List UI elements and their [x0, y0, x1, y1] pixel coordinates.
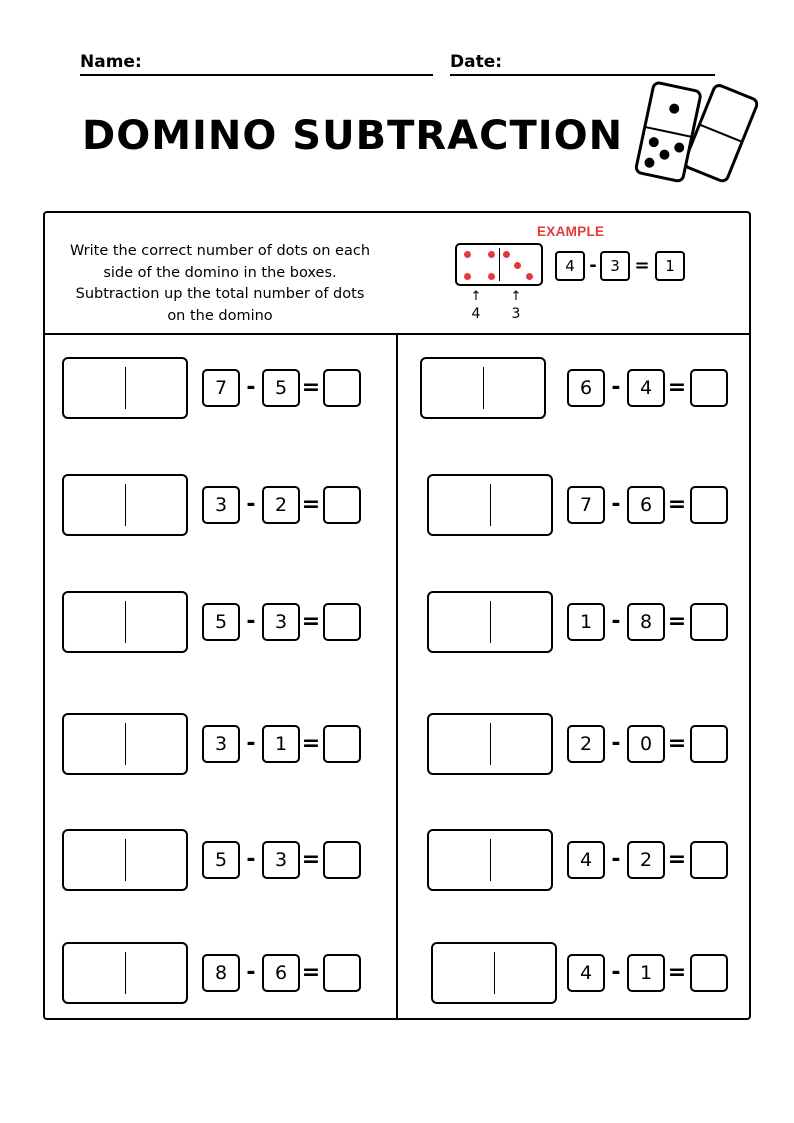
equals-sign: =: [667, 731, 687, 756]
domino-divider: [125, 723, 126, 765]
minus-sign: -: [246, 375, 256, 400]
date-field[interactable]: [450, 74, 715, 76]
instruction-line: side of the domino in the boxes.: [103, 264, 337, 281]
subtrahend-box: 6: [262, 954, 300, 992]
domino-blank[interactable]: [62, 713, 188, 775]
domino-blank[interactable]: [62, 474, 188, 536]
subtrahend-box: 4: [627, 369, 665, 407]
example-dot: [514, 262, 521, 269]
example-minus: -: [589, 255, 597, 276]
minuend-box: 7: [202, 369, 240, 407]
minuend-box: 2: [567, 725, 605, 763]
equals-sign: =: [667, 960, 687, 985]
subtrahend-box: 3: [262, 603, 300, 641]
answer-box[interactable]: [323, 486, 361, 524]
example-left-count: 4: [471, 306, 481, 322]
answer-box[interactable]: [323, 954, 361, 992]
domino-blank[interactable]: [427, 829, 553, 891]
minus-sign: -: [611, 492, 621, 517]
domino-divider: [494, 952, 495, 994]
example-right-box: 3: [600, 251, 630, 281]
minus-sign: -: [246, 609, 256, 634]
answer-box[interactable]: [690, 954, 728, 992]
domino-divider: [125, 367, 126, 409]
equals-sign: =: [301, 375, 321, 400]
answer-box[interactable]: [690, 369, 728, 407]
minuend-box: 3: [202, 486, 240, 524]
answer-box[interactable]: [323, 369, 361, 407]
equals-sign: =: [667, 492, 687, 517]
instruction-line: Write the correct number of dots on each: [69, 243, 371, 259]
domino-divider: [490, 839, 491, 881]
instructions: [55, 241, 385, 327]
answer-box[interactable]: [690, 603, 728, 641]
example-dot: [488, 251, 495, 258]
answer-box[interactable]: [690, 841, 728, 879]
minuend-box: 3: [202, 725, 240, 763]
minuend-box: 1: [567, 603, 605, 641]
minus-sign: -: [246, 960, 256, 985]
domino-blank[interactable]: [62, 357, 188, 419]
example-dot: [488, 273, 495, 280]
domino-blank[interactable]: [427, 474, 553, 536]
answer-box[interactable]: [323, 603, 361, 641]
subtrahend-box: 6: [627, 486, 665, 524]
equals-sign: =: [301, 609, 321, 634]
subtrahend-box: 8: [627, 603, 665, 641]
domino-blank[interactable]: [420, 357, 546, 419]
domino-blank[interactable]: [431, 942, 557, 1004]
domino-blank[interactable]: [62, 942, 188, 1004]
domino-blank[interactable]: [62, 591, 188, 653]
page-title: DOMINO SUBTRACTION: [82, 113, 624, 159]
equals-sign: =: [667, 847, 687, 872]
subtrahend-box: 3: [262, 841, 300, 879]
instruction-line: on the domino: [167, 307, 273, 324]
example-equals: =: [634, 255, 650, 276]
domino-blank[interactable]: [427, 591, 553, 653]
minus-sign: -: [611, 609, 621, 634]
minuend-box: 4: [567, 954, 605, 992]
example-domino: [455, 243, 543, 286]
minuend-box: 4: [567, 841, 605, 879]
minus-sign: -: [611, 731, 621, 756]
domino-divider: [125, 839, 126, 881]
minus-sign: -: [246, 731, 256, 756]
answer-box[interactable]: [323, 725, 361, 763]
minuend-box: 8: [202, 954, 240, 992]
domino-divider: [490, 484, 491, 526]
domino-divider: [125, 601, 126, 643]
example-dot: [464, 251, 471, 258]
equals-sign: =: [667, 609, 687, 634]
minus-sign: -: [246, 492, 256, 517]
minus-sign: -: [611, 375, 621, 400]
subtrahend-box: 2: [627, 841, 665, 879]
minus-sign: -: [611, 960, 621, 985]
equals-sign: =: [301, 731, 321, 756]
domino-divider: [125, 952, 126, 994]
subtrahend-box: 1: [627, 954, 665, 992]
minus-sign: -: [246, 847, 256, 872]
subtrahend-box: 5: [262, 369, 300, 407]
subtrahend-box: 0: [627, 725, 665, 763]
equals-sign: =: [301, 960, 321, 985]
domino-blank[interactable]: [62, 829, 188, 891]
answer-box[interactable]: [323, 841, 361, 879]
example-dot: [526, 273, 533, 280]
example-left-box: 4: [555, 251, 585, 281]
example-right-count: 3: [511, 306, 521, 322]
name-label: Name:: [80, 52, 142, 72]
example-domino-divider: [499, 248, 500, 281]
equals-sign: =: [667, 375, 687, 400]
name-field[interactable]: [80, 74, 433, 76]
example-label: EXAMPLE: [537, 224, 605, 239]
domino-divider: [483, 367, 484, 409]
minuend-box: 5: [202, 603, 240, 641]
arrow-up-icon: ↑: [510, 289, 522, 304]
date-label: Date:: [450, 52, 503, 72]
minuend-box: 7: [567, 486, 605, 524]
dominoes-illustration-icon: [628, 78, 758, 193]
answer-box[interactable]: [690, 725, 728, 763]
answer-box[interactable]: [690, 486, 728, 524]
minuend-box: 5: [202, 841, 240, 879]
domino-blank[interactable]: [427, 713, 553, 775]
minuend-box: 6: [567, 369, 605, 407]
equals-sign: =: [301, 492, 321, 517]
example-dot: [464, 273, 471, 280]
domino-divider: [490, 723, 491, 765]
arrow-up-icon: ↑: [470, 289, 482, 304]
instruction-line: Subtraction up the total number of dots: [75, 286, 365, 302]
example-dot: [503, 251, 510, 258]
subtrahend-box: 2: [262, 486, 300, 524]
equals-sign: =: [301, 847, 321, 872]
subtrahend-box: 1: [262, 725, 300, 763]
divider-vertical: [396, 334, 398, 1020]
example-result-box: 1: [655, 251, 685, 281]
minus-sign: -: [611, 847, 621, 872]
domino-divider: [490, 601, 491, 643]
domino-divider: [125, 484, 126, 526]
